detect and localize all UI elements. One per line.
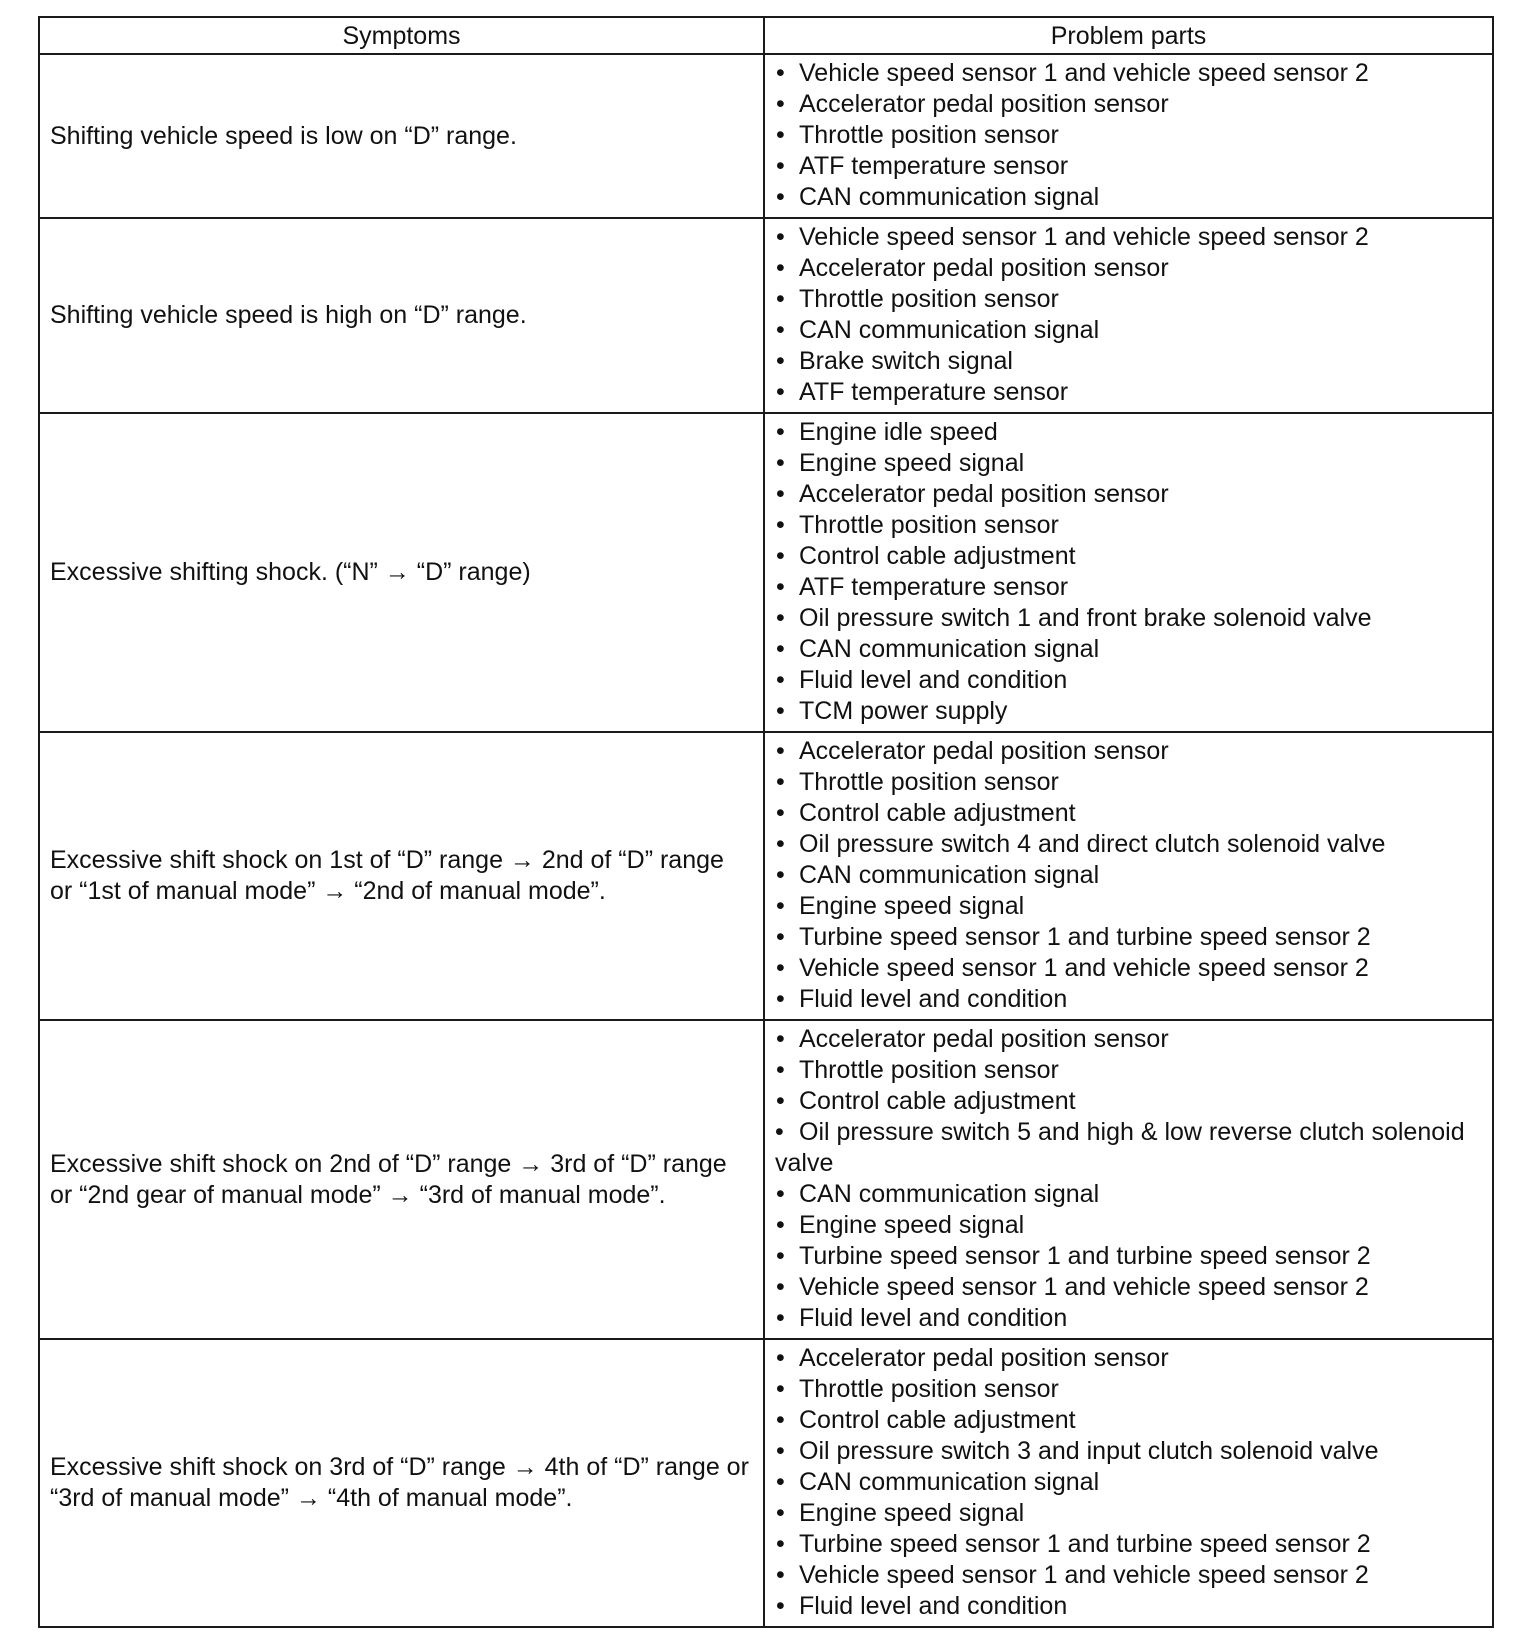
- table-row: [39, 54, 1493, 218]
- problem-part-item: • Throttle position sensor: [775, 767, 1484, 798]
- problem-part-item: • Vehicle speed sensor 1 and vehicle speed sensor 2: [775, 222, 1484, 253]
- problem-part-item: • Accelerator pedal position sensor: [775, 1343, 1484, 1374]
- problem-parts-cell: [764, 1020, 1493, 1339]
- problem-part-item: • Throttle position sensor: [775, 284, 1484, 315]
- problem-part-item: • Turbine speed sensor 1 and turbine speed sensor 2: [775, 1529, 1484, 1560]
- problem-part-item: • Vehicle speed sensor 1 and vehicle speed sensor 2: [775, 1272, 1484, 1303]
- problem-part-item: • Engine speed signal: [775, 448, 1484, 479]
- symptom-cell: Excessive shift shock on 3rd of “D” range → 4th of “D” range or “3rd of manual mode” → “4th of manual mode”.: [39, 1339, 764, 1627]
- problem-part-item: • Oil pressure switch 1 and front brake solenoid valve: [775, 603, 1484, 634]
- problem-part-item: • ATF temperature sensor: [775, 151, 1484, 182]
- table-row: [39, 1339, 1493, 1627]
- symptom-cell: Excessive shifting shock. (“N” → “D” range): [39, 413, 764, 732]
- problem-parts-cell: [764, 1339, 1493, 1627]
- problem-part-item: • Engine speed signal: [775, 891, 1484, 922]
- problem-part-item: • Control cable adjustment: [775, 541, 1484, 572]
- problem-part-item: • Control cable adjustment: [775, 1086, 1484, 1117]
- symptom-cell: Shifting vehicle speed is low on “D” range.: [39, 54, 764, 218]
- problem-part-item: • Turbine speed sensor 1 and turbine speed sensor 2: [775, 922, 1484, 953]
- problem-part-item: • Accelerator pedal position sensor: [775, 1024, 1484, 1055]
- symptom-cell: Excessive shift shock on 1st of “D” range → 2nd of “D” range or “1st of manual mode” → “2nd of manual mode”.: [39, 732, 764, 1020]
- problem-part-item: • Fluid level and condition: [775, 1591, 1484, 1622]
- problem-part-item: • Turbine speed sensor 1 and turbine speed sensor 2: [775, 1241, 1484, 1272]
- problem-part-item: • Throttle position sensor: [775, 1055, 1484, 1086]
- table-header-row: [39, 17, 1493, 54]
- problem-parts-list: [775, 417, 1484, 727]
- problem-part-item: • ATF temperature sensor: [775, 572, 1484, 603]
- problem-part-item: • Throttle position sensor: [775, 120, 1484, 151]
- symptom-cell: Excessive shift shock on 2nd of “D” range → 3rd of “D” range or “2nd gear of manual mode” → “3rd of manual mode”.: [39, 1020, 764, 1339]
- problem-part-item: • Oil pressure switch 3 and input clutch solenoid valve: [775, 1436, 1484, 1467]
- problem-part-item: • TCM power supply: [775, 696, 1484, 727]
- problem-part-item: • CAN communication signal: [775, 1467, 1484, 1498]
- problem-parts-list: [775, 736, 1484, 1015]
- problem-part-item: • Oil pressure switch 4 and direct clutch solenoid valve: [775, 829, 1484, 860]
- problem-parts-cell: [764, 218, 1493, 413]
- problem-part-item: • CAN communication signal: [775, 1179, 1484, 1210]
- problem-parts-cell: [764, 413, 1493, 732]
- problem-parts-list: [775, 1343, 1484, 1622]
- table-body: [39, 54, 1493, 1627]
- problem-parts-list: [775, 222, 1484, 408]
- problem-part-item: • CAN communication signal: [775, 315, 1484, 346]
- problem-part-item: • Throttle position sensor: [775, 1374, 1484, 1405]
- table-row: [39, 1020, 1493, 1339]
- problem-part-item: • Control cable adjustment: [775, 798, 1484, 829]
- problem-part-item: • Accelerator pedal position sensor: [775, 253, 1484, 284]
- problem-part-item: • Brake switch signal: [775, 346, 1484, 377]
- header-symptoms: Symptoms: [39, 17, 764, 54]
- problem-parts-cell: [764, 54, 1493, 218]
- problem-part-item: • CAN communication signal: [775, 634, 1484, 665]
- problem-part-item: • Throttle position sensor: [775, 510, 1484, 541]
- symptom-cell: Shifting vehicle speed is high on “D” range.: [39, 218, 764, 413]
- problem-part-item: • Fluid level and condition: [775, 1303, 1484, 1334]
- problem-part-item: • ATF temperature sensor: [775, 377, 1484, 408]
- problem-part-item: • Engine speed signal: [775, 1210, 1484, 1241]
- problem-part-item: • CAN communication signal: [775, 182, 1484, 213]
- problem-part-item: • Vehicle speed sensor 1 and vehicle speed sensor 2: [775, 1560, 1484, 1591]
- problem-part-item: • Control cable adjustment: [775, 1405, 1484, 1436]
- header-problem-parts: Problem parts: [764, 17, 1493, 54]
- problem-parts-cell: [764, 732, 1493, 1020]
- symptoms-table: [38, 16, 1494, 1628]
- problem-part-item: • Accelerator pedal position sensor: [775, 89, 1484, 120]
- problem-parts-list: [775, 1024, 1484, 1334]
- problem-part-item: • Accelerator pedal position sensor: [775, 736, 1484, 767]
- problem-part-item: • Oil pressure switch 5 and high & low reverse clutch solenoid valve: [775, 1117, 1484, 1179]
- problem-part-item: • Fluid level and condition: [775, 665, 1484, 696]
- problem-part-item: • Engine idle speed: [775, 417, 1484, 448]
- problem-parts-list: [775, 58, 1484, 213]
- problem-part-item: • Accelerator pedal position sensor: [775, 479, 1484, 510]
- problem-part-item: • Vehicle speed sensor 1 and vehicle speed sensor 2: [775, 58, 1484, 89]
- problem-part-item: • Vehicle speed sensor 1 and vehicle speed sensor 2: [775, 953, 1484, 984]
- problem-part-item: • CAN communication signal: [775, 860, 1484, 891]
- table-row: [39, 218, 1493, 413]
- problem-part-item: • Engine speed signal: [775, 1498, 1484, 1529]
- table-row: [39, 413, 1493, 732]
- problem-part-item: • Fluid level and condition: [775, 984, 1484, 1015]
- table-row: [39, 732, 1493, 1020]
